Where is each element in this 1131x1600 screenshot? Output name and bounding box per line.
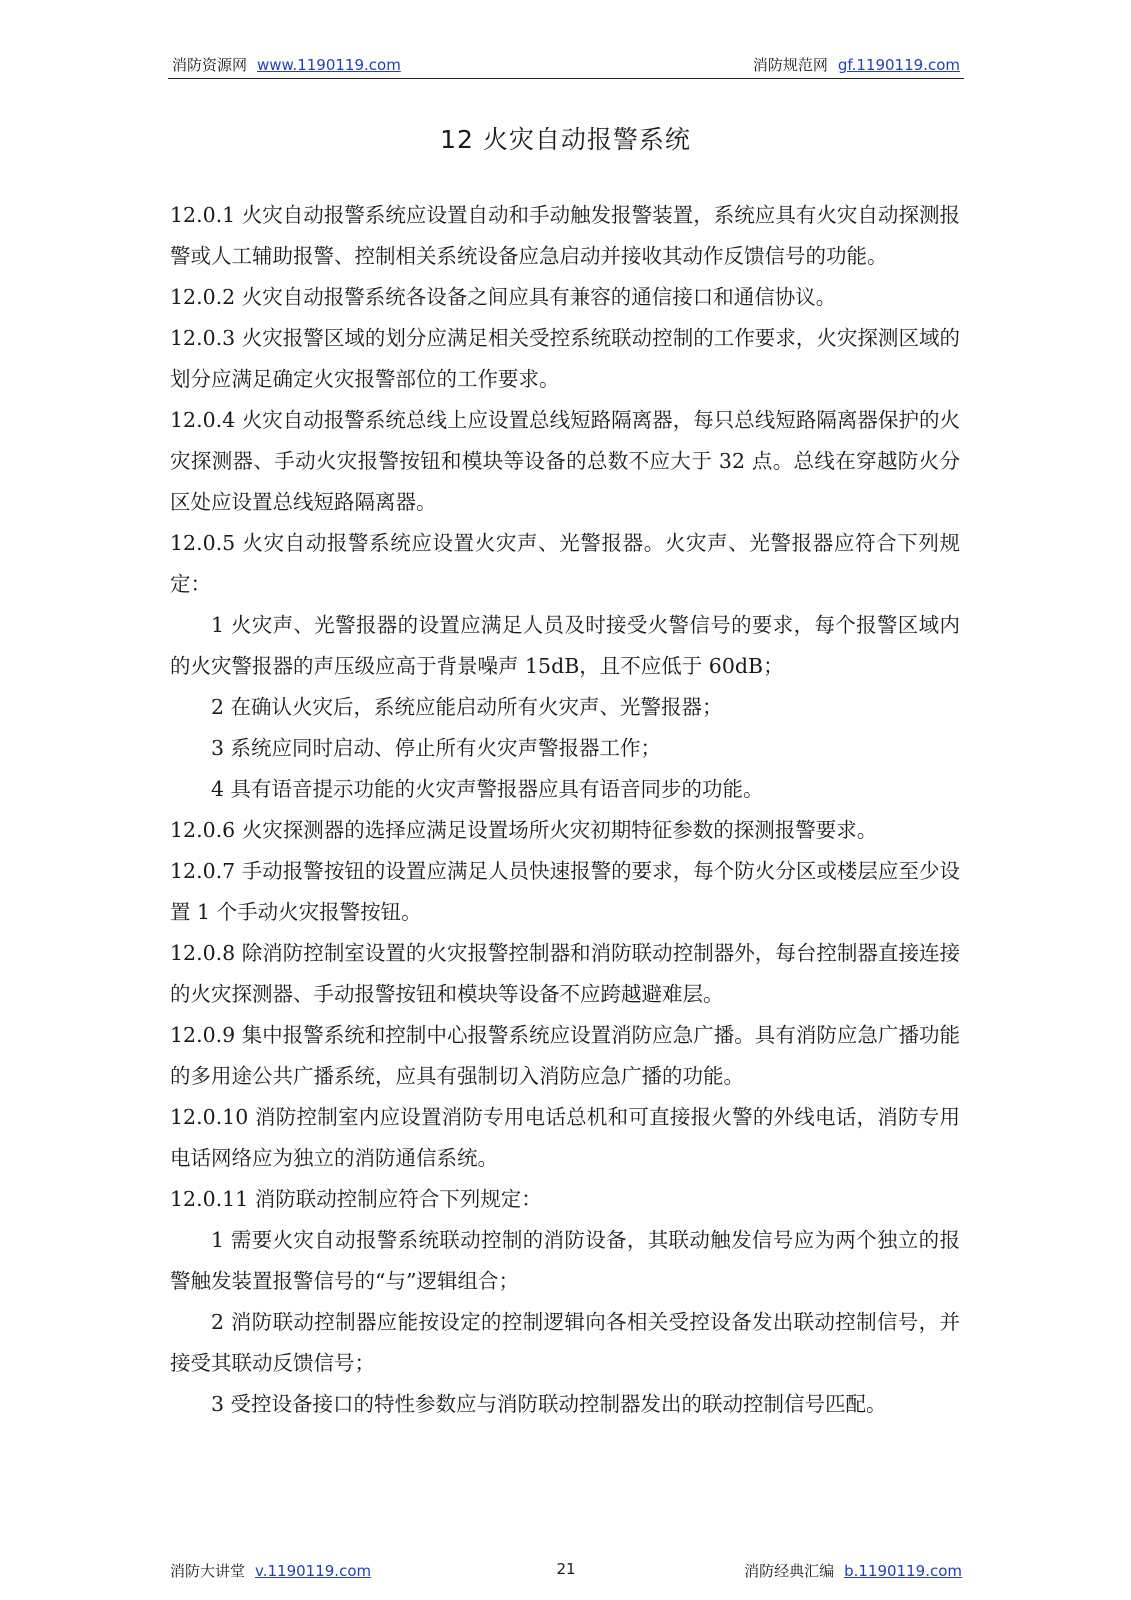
footer-right-site-name: 消防经典汇编 xyxy=(744,1562,835,1580)
clause-12-0-10: 12.0.10 消防控制室内应设置消防专用电话总机和可直接报火警的外线电话，消防专用电话网络应为独立的消防通信系统。 xyxy=(170,1105,960,1170)
section-body xyxy=(170,195,960,1425)
section-title: 12 火灾自动报警系统 xyxy=(440,125,691,154)
footer-right xyxy=(744,1560,962,1581)
clause-12-0-5: 12.0.5 火灾自动报警系统应设置火灾声、光警报器。火灾声、光警报器应符合下列规定： xyxy=(170,531,960,596)
clause-12-0-8: 12.0.8 除消防控制室设置的火灾报警控制器和消防联动控制器外，每台控制器直接连接的火灾探测器、手动报警按钮和模块等设备不应跨越避难层。 xyxy=(170,941,960,1006)
clause-12-0-3: 12.0.3 火灾报警区域的划分应满足相关受控系统联动控制的工作要求，火灾探测区域的划分应满足确定火灾报警部位的工作要求。 xyxy=(170,326,960,391)
header-right-link[interactable]: gf.1190119.com xyxy=(837,56,960,74)
clause-12-0-9: 12.0.9 集中报警系统和控制中心报警系统应设置消防应急广播。具有消防应急广播功能的多用途公共广播系统，应具有强制切入消防应急广播的功能。 xyxy=(170,1023,960,1088)
header-left xyxy=(172,54,401,75)
page-number: 21 xyxy=(556,1560,576,1578)
clause-12-0-6: 12.0.6 火灾探测器的选择应满足设置场所火灾初期特征参数的探测报警要求。 xyxy=(170,818,878,842)
clause-12-0-5-item-2: 2 在确认火灾后，系统应能启动所有火灾声、光警报器； xyxy=(211,695,723,719)
clause-12-0-1: 12.0.1 火灾自动报警系统应设置自动和手动触发报警装置，系统应具有火灾自动探测报警或人工辅助报警、控制相关系统设备应急启动并接收其动作反馈信号的功能。 xyxy=(170,203,960,268)
clause-12-0-7: 12.0.7 手动报警按钮的设置应满足人员快速报警的要求，每个防火分区或楼层应至少设置 1 个手动火灾报警按钮。 xyxy=(170,859,960,924)
clause-12-0-11-item-1: 1 需要火灾自动报警系统联动控制的消防设备，其联动触发信号应为两个独立的报警触发装置报警信号的“与”逻辑组合； xyxy=(170,1228,960,1293)
clause-12-0-2: 12.0.2 火灾自动报警系统各设备之间应具有兼容的通信接口和通信协议。 xyxy=(170,285,837,309)
header-right xyxy=(753,54,960,75)
header-left-site-name: 消防资源网 xyxy=(172,56,248,74)
clause-12-0-5-item-4: 4 具有语音提示功能的火灾声警报器应具有语音同步的功能。 xyxy=(211,777,764,801)
footer-left-link[interactable]: v.1190119.com xyxy=(255,1562,372,1580)
clause-12-0-11-item-3: 3 受控设备接口的特性参数应与消防联动控制器发出的联动控制信号匹配。 xyxy=(211,1392,887,1416)
clause-12-0-5-item-3: 3 系统应同时启动、停止所有火灾声警报器工作； xyxy=(211,736,662,760)
footer-right-link[interactable]: b.1190119.com xyxy=(844,1562,962,1580)
page-header xyxy=(168,52,964,79)
header-right-site-name: 消防规范网 xyxy=(752,56,828,74)
clause-12-0-11: 12.0.11 消防联动控制应符合下列规定： xyxy=(170,1187,542,1211)
header-left-link[interactable]: www.1190119.com xyxy=(257,56,401,74)
clause-12-0-11-item-2: 2 消防联动控制器应能按设定的控制逻辑向各相关受控设备发出联动控制信号，并接受其联动反馈信号； xyxy=(170,1310,960,1375)
page-footer xyxy=(168,1560,964,1582)
clause-12-0-5-item-1: 1 火灾声、光警报器的设置应满足人员及时接受火警信号的要求，每个报警区域内的火灾警报器的声压级应高于背景噪声 15dB，且不应低于 60dB； xyxy=(170,613,960,678)
footer-left-site-name: 消防大讲堂 xyxy=(170,1562,246,1580)
clause-12-0-4: 12.0.4 火灾自动报警系统总线上应设置总线短路隔离器，每只总线短路隔离器保护的火灾探测器、手动火灾报警按钮和模块等设备的总数不应大于 32 点。总线在穿越防火分区处应设置总线短路隔离器。 xyxy=(170,408,960,514)
